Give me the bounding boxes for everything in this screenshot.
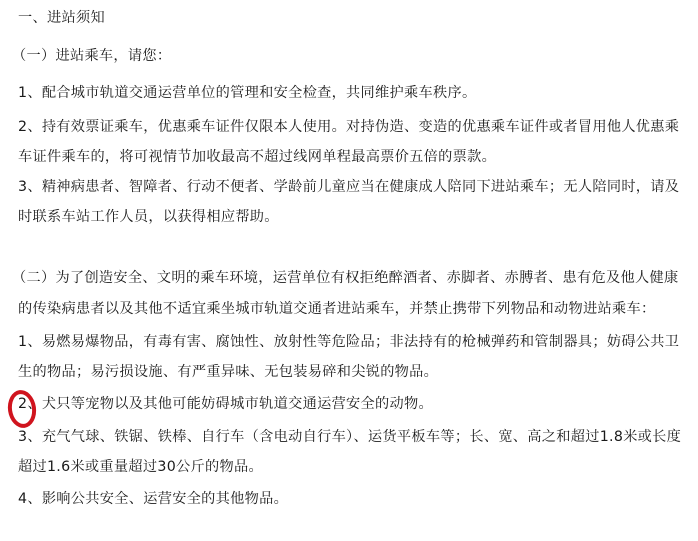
rule-2-3-line1: 3、充气气球、铁锯、铁棒、自行车（含电动自行车）、运货平板车等；长、宽、高之和超过1.8米或长度 [18, 429, 682, 445]
rule-2-1-line1: 1、易燃易爆物品，有毒有害、腐蚀性、放射性等危险品；非法持有的枪械弹药和管制器具；妨碍公共卫 [18, 334, 680, 350]
rule-2-4: 4、影响公共安全、运营安全的其他物品。 [18, 491, 289, 507]
rule-1-3-line2: 时联系车站工作人员，以获得相应帮助。 [18, 209, 279, 225]
rule-2-3-line2: 超过1.6米或重量超过30公斤的物品。 [18, 459, 263, 475]
subsection-intro-line2: 的传染病患者以及其他不适宜乘坐城市轨道交通者进站乘车，并禁止携带下列物品和动物进站乘车： [18, 301, 656, 317]
subsection-title-1: （一）进站乘车，请您： [12, 48, 172, 64]
rule-1-2-line1: 2、持有效票证乘车，优惠乘车证件仅限本人使用。对持伪造、变造的优惠乘车证件或者冒用他人优惠乘 [18, 119, 680, 135]
rule-2-1-line2: 生的物品；易污损设施、有严重异味、无包装易碎和尖锐的物品。 [18, 364, 439, 380]
rule-2-2: 2、犬只等宠物以及其他可能妨碍城市轨道交通运营安全的动物。 [18, 396, 433, 412]
section-heading: 一、进站须知 [18, 10, 105, 26]
subsection-intro-line1: （二）为了创造安全、文明的乘车环境，运营单位有权拒绝醉酒者、赤脚者、赤膊者、患有危及他人健康 [12, 270, 679, 286]
rule-1-2-line2: 车证件乘车的，将可视情节加收最高不超过线网单程最高票价五倍的票款。 [18, 149, 497, 165]
rule-1-1: 1、配合城市轨道交通运营单位的管理和安全检查，共同维护乘车秩序。 [18, 85, 477, 101]
rule-1-3-line1: 3、精神病患者、智障者、行动不便者、学龄前儿童应当在健康成人陪同下进站乘车；无人陪同时，请及 [18, 179, 680, 195]
